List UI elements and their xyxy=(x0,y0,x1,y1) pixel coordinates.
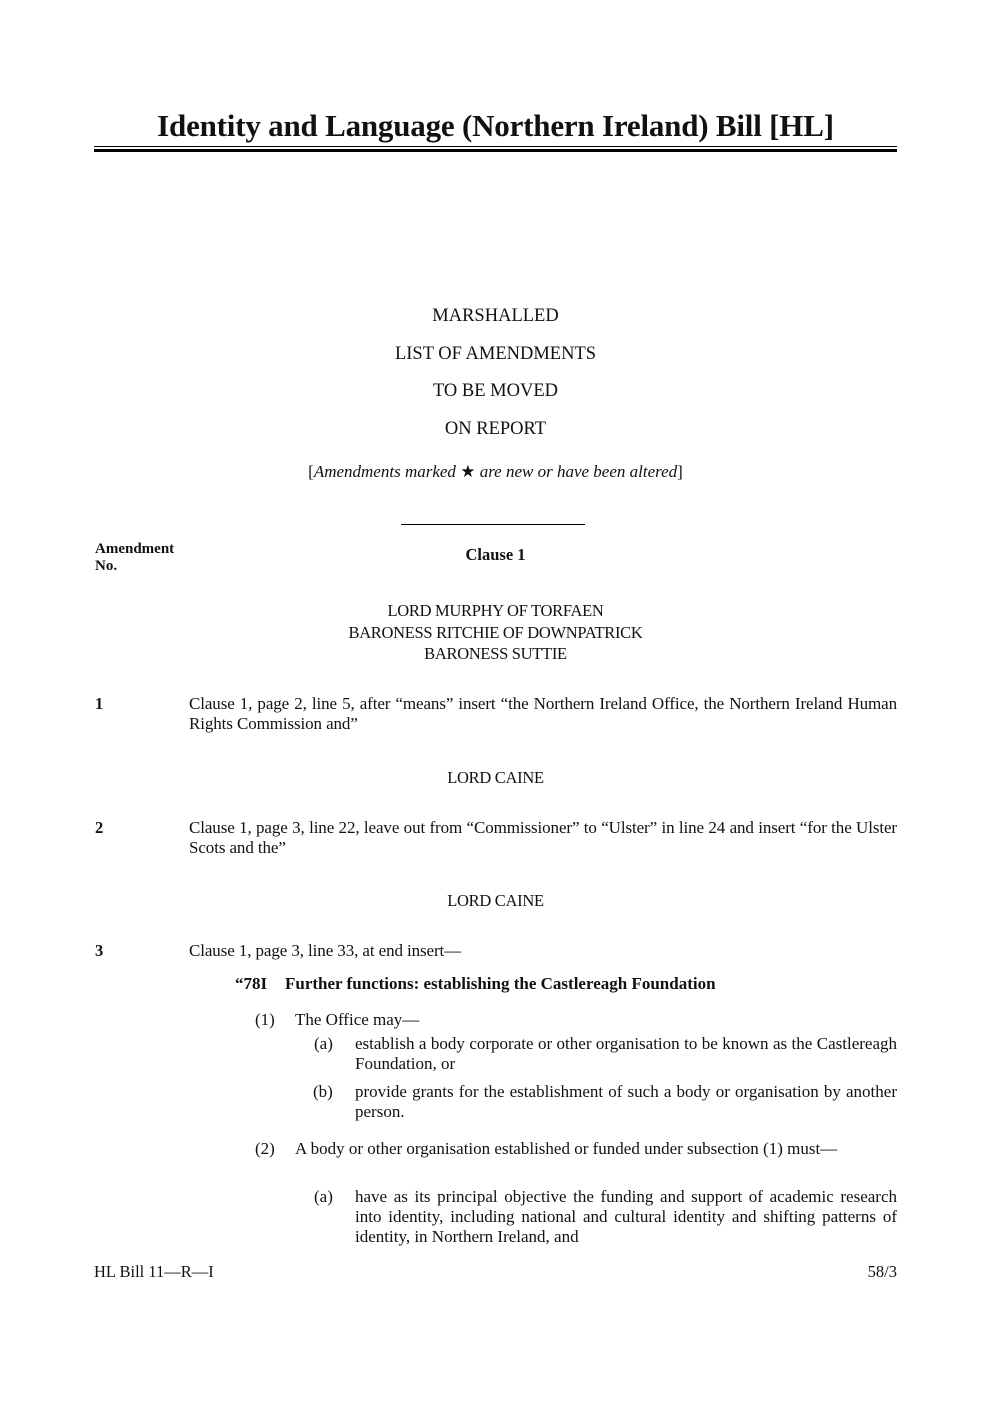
paragraph xyxy=(0,1082,991,1122)
new-section-title: Further functions: establishing the Castlereagh Foundation xyxy=(285,974,716,993)
paragraph-text: provide grants for the establishment of such a body or organisation by another person. xyxy=(355,1082,897,1121)
amendment-number: 3 xyxy=(95,941,104,960)
title-rule-thin xyxy=(94,146,897,147)
subsection-text: A body or other organisation established or funded under subsection (1) must— xyxy=(295,1139,838,1158)
heading-line: MARSHALLED xyxy=(432,306,559,326)
note-open-bracket: [ xyxy=(308,462,314,481)
page-reference: 58/3 xyxy=(867,1262,897,1281)
sponsor-name: LORD MURPHY OF TORFAEN xyxy=(387,601,604,620)
marshalled-list-heading xyxy=(94,303,897,453)
amendment-label-line2: No. xyxy=(95,558,118,574)
heading-line: TO BE MOVED xyxy=(432,381,559,401)
paragraph-text: establish a body corporate or other organisation to be known as the Castlereagh Foundation, or xyxy=(355,1034,897,1073)
amendments-note xyxy=(94,462,897,482)
sponsor-name: LORD CAINE xyxy=(447,768,544,787)
paragraph-mark: (b) xyxy=(313,1082,333,1101)
bill-reference: HL Bill 11—R—I xyxy=(94,1262,214,1281)
paragraph-mark: (a) xyxy=(314,1034,333,1053)
amendment-text: Clause 1, page 3, line 22, leave out from “Commissioner” to “Ulster” in line 24 and insert “for the Ulster Scots and the” xyxy=(189,818,897,857)
paragraph xyxy=(0,1034,991,1074)
star-icon: ★ xyxy=(460,462,476,481)
amendment-number: 1 xyxy=(95,694,104,713)
subsection-text: The Office may— xyxy=(295,1010,420,1029)
title-rule-thick xyxy=(94,149,897,152)
paragraph xyxy=(0,1187,991,1247)
heading-line: LIST OF AMENDMENTS xyxy=(394,343,597,364)
new-section-number: “78I xyxy=(235,974,268,993)
sponsor-list xyxy=(94,890,897,912)
paragraph-text: have as its principal objective the funding and support of academic research into identity, including national and cultural identity and shifting patterns of identity, in Northern Ireland, and xyxy=(355,1187,897,1246)
heading-line: ON REPORT xyxy=(444,418,547,439)
amendment-text: Clause 1, page 2, line 5, after “means” insert “the Northern Ireland Office, the Northern Ireland Human Rights Commission and” xyxy=(189,694,897,733)
subsection xyxy=(0,1010,991,1030)
bill-title: Identity and Language (Northern Ireland) Bill [HL] xyxy=(157,108,834,143)
subsection-mark: (1) xyxy=(255,1010,275,1029)
amendment-text: Clause 1, page 3, line 33, at end insert— xyxy=(189,941,462,960)
new-section-heading xyxy=(235,974,716,994)
sponsor-name: BARONESS SUTTIE xyxy=(424,644,567,663)
subsection-mark: (2) xyxy=(255,1139,275,1158)
note-text-after: are new or have been altered xyxy=(475,462,678,481)
subsection xyxy=(0,1139,991,1179)
note-text-before: Amendments marked xyxy=(313,462,461,481)
note-close-bracket: ] xyxy=(677,462,683,481)
sponsor-list xyxy=(94,767,897,789)
section-divider xyxy=(401,524,585,525)
amendment-label-line1: Amendment xyxy=(95,541,175,557)
clause-heading: Clause 1 xyxy=(465,545,526,564)
amendment-number: 2 xyxy=(95,818,104,837)
sponsor-name: LORD CAINE xyxy=(447,891,544,910)
sponsor-list xyxy=(94,600,897,665)
paragraph-mark: (a) xyxy=(314,1187,333,1206)
sponsor-name: BARONESS RITCHIE OF DOWNPATRICK xyxy=(348,622,643,642)
